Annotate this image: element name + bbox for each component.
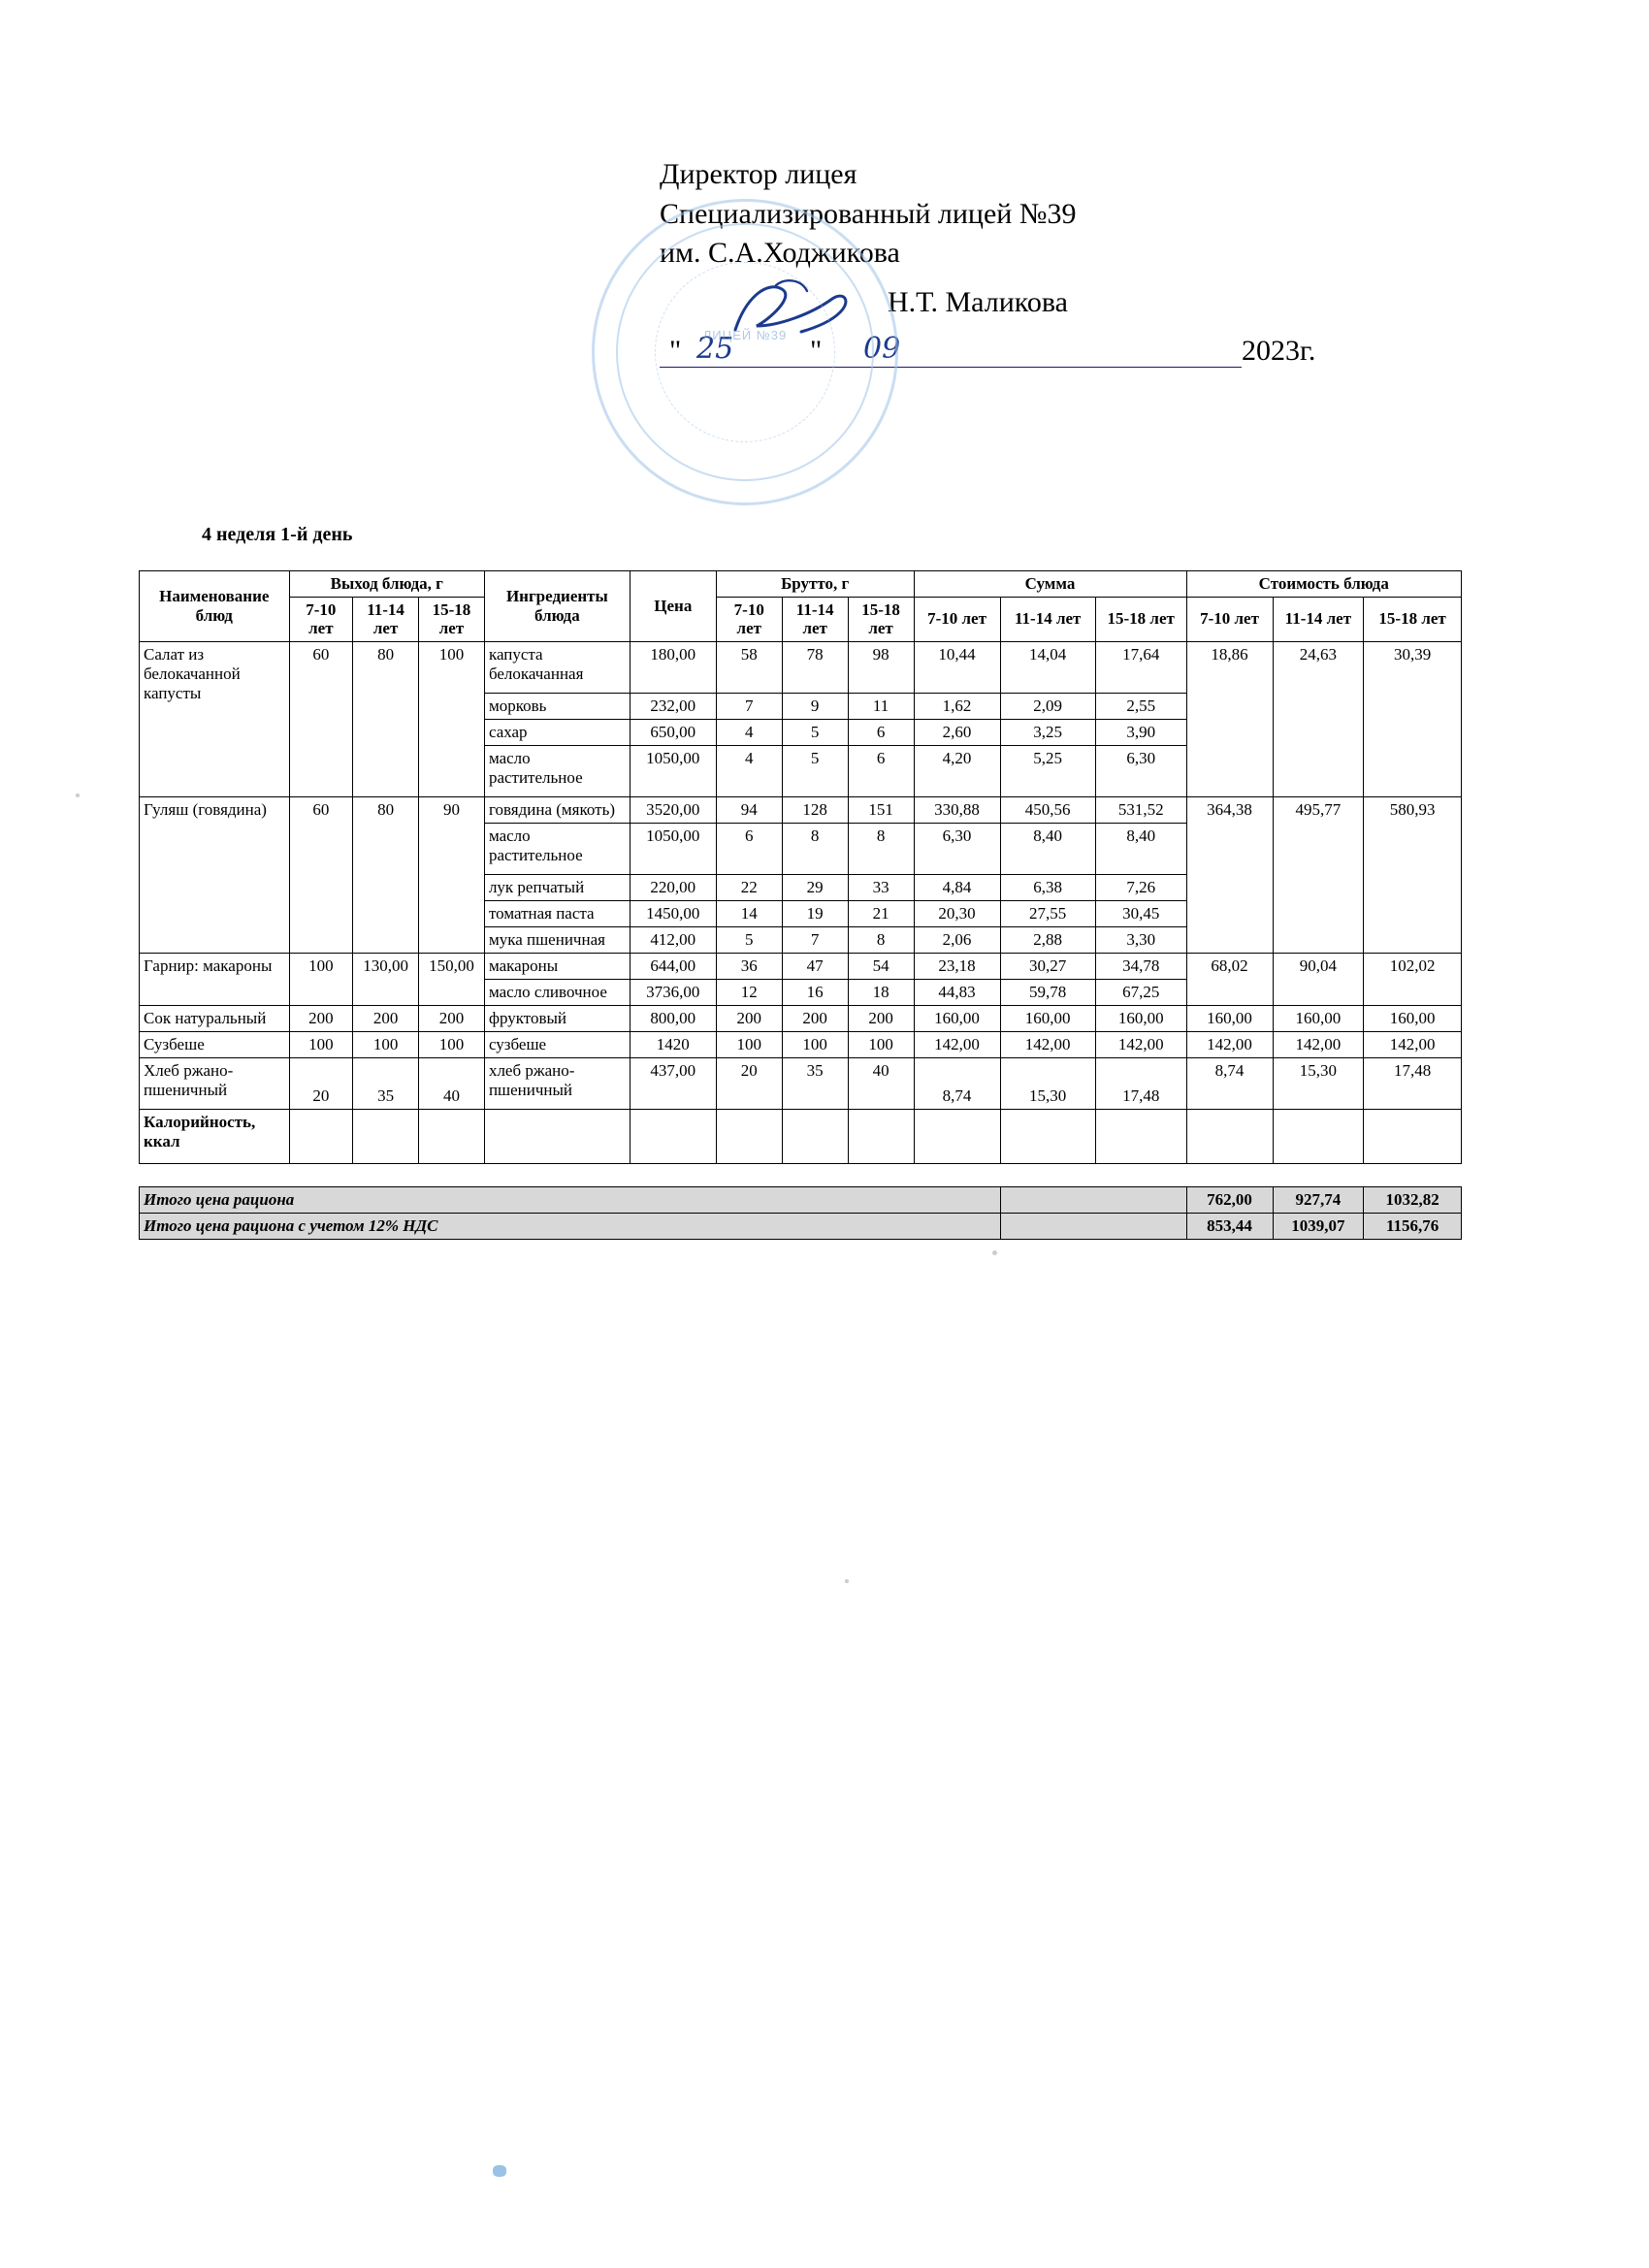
calories-brutto-7-10	[716, 1109, 782, 1163]
cost-11-14: 495,77	[1273, 796, 1364, 953]
sum-7-10: 6,30	[914, 823, 1000, 874]
calories-cost-11-14	[1273, 1109, 1364, 1163]
brutto-7-10: 7	[716, 693, 782, 719]
dish-output-7-10: 60	[289, 796, 353, 953]
dish-name: Сок натуральный	[140, 1005, 290, 1031]
brutto-15-18: 6	[848, 745, 914, 796]
header-cost-age-15-18: 15-18 лет	[1364, 597, 1462, 641]
cost-15-18: 580,93	[1364, 796, 1462, 953]
calories-cost-7-10	[1186, 1109, 1273, 1163]
calories-sum-15-18	[1095, 1109, 1186, 1163]
brutto-15-18: 21	[848, 900, 914, 926]
brutto-15-18: 33	[848, 874, 914, 900]
brutto-15-18: 8	[848, 823, 914, 874]
header-output-age-7-10: 7-10 лет	[289, 597, 353, 641]
cost-11-14: 142,00	[1273, 1031, 1364, 1057]
sum-7-10: 8,74	[914, 1057, 1000, 1109]
calories-label: Калорийность, ккал	[140, 1109, 290, 1163]
total-15-18: 1032,82	[1364, 1186, 1462, 1213]
table-row	[140, 796, 1462, 823]
ingredient-name: говядина (мякоть)	[484, 796, 630, 823]
dish-output-15-18: 100	[419, 1031, 485, 1057]
total-vat-label: Итого цена рациона с учетом 12% НДС	[140, 1213, 1001, 1239]
sum-11-14: 27,55	[1000, 900, 1095, 926]
brutto-15-18: 40	[848, 1057, 914, 1109]
sum-7-10: 142,00	[914, 1031, 1000, 1057]
cost-7-10: 142,00	[1186, 1031, 1273, 1057]
ingredient-price: 437,00	[630, 1057, 716, 1109]
date-day: 25	[696, 332, 734, 366]
header-line-2: Специализированный лицей №39	[660, 197, 1077, 230]
dish-name: Салат из белокачанной капусты	[140, 641, 290, 796]
director-name: Н.Т. Маликова	[888, 285, 1068, 318]
dish-output-7-10: 200	[289, 1005, 353, 1031]
total-blank	[1000, 1186, 1186, 1213]
sum-7-10: 10,44	[914, 641, 1000, 693]
ingredient-name: морковь	[484, 693, 630, 719]
dish-name: Сузбеше	[140, 1031, 290, 1057]
dish-output-15-18: 200	[419, 1005, 485, 1031]
brutto-7-10: 20	[716, 1057, 782, 1109]
brutto-7-10: 58	[716, 641, 782, 693]
total-label: Итого цена рациона	[140, 1186, 1001, 1213]
page-speck	[992, 1250, 997, 1255]
ingredient-name: мука пшеничная	[484, 926, 630, 953]
brutto-15-18: 151	[848, 796, 914, 823]
ingredient-price: 3736,00	[630, 979, 716, 1005]
sum-7-10: 160,00	[914, 1005, 1000, 1031]
dish-output-7-10: 100	[289, 1031, 353, 1057]
menu-table	[139, 570, 1462, 1240]
brutto-11-14: 78	[782, 641, 848, 693]
page-speck	[845, 1579, 849, 1583]
cost-7-10: 8,74	[1186, 1057, 1273, 1109]
brutto-7-10: 200	[716, 1005, 782, 1031]
sum-11-14: 142,00	[1000, 1031, 1095, 1057]
brutto-11-14: 7	[782, 926, 848, 953]
brutto-11-14: 100	[782, 1031, 848, 1057]
dish-output-15-18: 150,00	[419, 953, 485, 1005]
table-row	[140, 1109, 1462, 1163]
brutto-7-10: 94	[716, 796, 782, 823]
ingredient-price: 1450,00	[630, 900, 716, 926]
sum-11-14: 450,56	[1000, 796, 1095, 823]
brutto-7-10: 4	[716, 719, 782, 745]
dish-output-15-18: 40	[419, 1057, 485, 1109]
brutto-7-10: 22	[716, 874, 782, 900]
sum-11-14: 2,88	[1000, 926, 1095, 953]
sum-15-18: 3,30	[1095, 926, 1186, 953]
sum-15-18: 30,45	[1095, 900, 1186, 926]
sum-11-14: 160,00	[1000, 1005, 1095, 1031]
sum-7-10: 2,06	[914, 926, 1000, 953]
sum-15-18: 6,30	[1095, 745, 1186, 796]
dish-output-11-14: 100	[353, 1031, 419, 1057]
brutto-11-14: 47	[782, 953, 848, 979]
sum-7-10: 23,18	[914, 953, 1000, 979]
dish-output-11-14: 35	[353, 1057, 419, 1109]
sum-11-14: 30,27	[1000, 953, 1095, 979]
ingredient-name: фруктовый	[484, 1005, 630, 1031]
ingredient-name: масло растительное	[484, 745, 630, 796]
brutto-7-10: 4	[716, 745, 782, 796]
brutto-11-14: 29	[782, 874, 848, 900]
ingredient-name: хлеб ржано-пшеничный	[484, 1057, 630, 1109]
ingredient-name: масло растительное	[484, 823, 630, 874]
header-output: Выход блюда, г	[289, 571, 484, 598]
calories-ingredient	[484, 1109, 630, 1163]
sum-7-10: 2,60	[914, 719, 1000, 745]
brutto-15-18: 98	[848, 641, 914, 693]
dish-output-11-14: 130,00	[353, 953, 419, 1005]
brutto-11-14: 9	[782, 693, 848, 719]
cost-11-14: 90,04	[1273, 953, 1364, 1005]
brutto-15-18: 200	[848, 1005, 914, 1031]
sum-11-14: 8,40	[1000, 823, 1095, 874]
brutto-11-14: 35	[782, 1057, 848, 1109]
header-brutto-age-15-18: 15-18 лет	[848, 597, 914, 641]
table-row	[140, 1031, 1462, 1057]
total-7-10: 762,00	[1186, 1186, 1273, 1213]
sum-15-18: 142,00	[1095, 1031, 1186, 1057]
cost-7-10: 18,86	[1186, 641, 1273, 796]
date-row	[660, 326, 1339, 371]
table-row	[140, 1005, 1462, 1031]
header-sum-age-7-10: 7-10 лет	[914, 597, 1000, 641]
total-vat-blank	[1000, 1213, 1186, 1239]
sum-11-14: 3,25	[1000, 719, 1095, 745]
date-quote-close: "	[810, 335, 823, 367]
brutto-11-14: 16	[782, 979, 848, 1005]
total-vat-11-14: 1039,07	[1273, 1213, 1364, 1239]
sum-15-18: 17,48	[1095, 1057, 1186, 1109]
brutto-7-10: 14	[716, 900, 782, 926]
header-ingredients: Ингредиенты блюда	[484, 571, 630, 642]
sum-15-18: 3,90	[1095, 719, 1186, 745]
cost-7-10: 364,38	[1186, 796, 1273, 953]
sum-7-10: 330,88	[914, 796, 1000, 823]
header-output-age-15-18: 15-18 лет	[419, 597, 485, 641]
dish-output-11-14: 80	[353, 641, 419, 796]
sum-11-14: 14,04	[1000, 641, 1095, 693]
total-row	[140, 1186, 1462, 1213]
brutto-11-14: 19	[782, 900, 848, 926]
cost-15-18: 142,00	[1364, 1031, 1462, 1057]
total-vat-15-18: 1156,76	[1364, 1213, 1462, 1239]
stamp-text: ЛИЦЕЙ №39	[702, 328, 788, 342]
cost-11-14: 24,63	[1273, 641, 1364, 796]
sum-15-18: 7,26	[1095, 874, 1186, 900]
sum-11-14: 5,25	[1000, 745, 1095, 796]
page-ink-dot	[493, 2165, 506, 2177]
date-month: 09	[863, 332, 901, 366]
dish-name: Гарнир: макароны	[140, 953, 290, 1005]
ingredient-price: 220,00	[630, 874, 716, 900]
brutto-11-14: 200	[782, 1005, 848, 1031]
ingredient-name: лук репчатый	[484, 874, 630, 900]
calories-cost-15-18	[1364, 1109, 1462, 1163]
brutto-15-18: 6	[848, 719, 914, 745]
ingredient-name: сузбеше	[484, 1031, 630, 1057]
dish-name: Гуляш (говядина)	[140, 796, 290, 953]
total-vat-row	[140, 1213, 1462, 1239]
calories-output-7-10	[289, 1109, 353, 1163]
cost-15-18: 30,39	[1364, 641, 1462, 796]
sum-7-10: 20,30	[914, 900, 1000, 926]
header-sum-age-11-14: 11-14 лет	[1000, 597, 1095, 641]
brutto-15-18: 100	[848, 1031, 914, 1057]
brutto-15-18: 11	[848, 693, 914, 719]
dish-output-15-18: 90	[419, 796, 485, 953]
brutto-11-14: 8	[782, 823, 848, 874]
dish-output-7-10: 20	[289, 1057, 353, 1109]
header-cost: Стоимость блюда	[1186, 571, 1461, 598]
brutto-7-10: 12	[716, 979, 782, 1005]
ingredient-price: 3520,00	[630, 796, 716, 823]
total-vat-7-10: 853,44	[1186, 1213, 1273, 1239]
cost-11-14: 160,00	[1273, 1005, 1364, 1031]
ingredient-price: 412,00	[630, 926, 716, 953]
sum-11-14: 15,30	[1000, 1057, 1095, 1109]
sum-15-18: 67,25	[1095, 979, 1186, 1005]
cost-7-10: 160,00	[1186, 1005, 1273, 1031]
ingredient-price: 650,00	[630, 719, 716, 745]
ingredient-price: 180,00	[630, 641, 716, 693]
brutto-7-10: 6	[716, 823, 782, 874]
header-price: Цена	[630, 571, 716, 642]
brutto-15-18: 54	[848, 953, 914, 979]
header-brutto-age-11-14: 11-14 лет	[782, 597, 848, 641]
dish-name: Хлеб ржано-пшеничный	[140, 1057, 290, 1109]
sum-11-14: 59,78	[1000, 979, 1095, 1005]
header-cost-age-11-14: 11-14 лет	[1273, 597, 1364, 641]
sum-11-14: 6,38	[1000, 874, 1095, 900]
dish-output-11-14: 200	[353, 1005, 419, 1031]
date-year: 2023г.	[1242, 335, 1316, 367]
date-underline	[660, 367, 1242, 368]
sum-7-10: 44,83	[914, 979, 1000, 1005]
table-row	[140, 953, 1462, 979]
table-spacer-row	[140, 1163, 1462, 1186]
header-cost-age-7-10: 7-10 лет	[1186, 597, 1273, 641]
header-output-age-11-14: 11-14 лет	[353, 597, 419, 641]
sum-15-18: 2,55	[1095, 693, 1186, 719]
header-dish-name: Наименование блюд	[140, 571, 290, 642]
header-line-1: Директор лицея	[660, 158, 857, 190]
week-label: 4 неделя 1-й день	[202, 524, 353, 545]
total-11-14: 927,74	[1273, 1186, 1364, 1213]
dish-output-7-10: 100	[289, 953, 353, 1005]
date-quote-open: "	[669, 335, 682, 367]
sum-15-18: 160,00	[1095, 1005, 1186, 1031]
sum-7-10: 4,84	[914, 874, 1000, 900]
cost-15-18: 102,02	[1364, 953, 1462, 1005]
ingredient-name: сахар	[484, 719, 630, 745]
brutto-11-14: 128	[782, 796, 848, 823]
ingredient-name: макароны	[484, 953, 630, 979]
cost-11-14: 15,30	[1273, 1057, 1364, 1109]
sum-15-18: 8,40	[1095, 823, 1186, 874]
ingredient-price: 800,00	[630, 1005, 716, 1031]
brutto-11-14: 5	[782, 745, 848, 796]
sum-15-18: 531,52	[1095, 796, 1186, 823]
header-block	[660, 155, 1339, 371]
brutto-15-18: 18	[848, 979, 914, 1005]
ingredient-name: масло сливочное	[484, 979, 630, 1005]
page-speck	[76, 794, 80, 797]
ingredient-price: 644,00	[630, 953, 716, 979]
ingredient-price: 232,00	[630, 693, 716, 719]
cost-15-18: 160,00	[1364, 1005, 1462, 1031]
brutto-15-18: 8	[848, 926, 914, 953]
header-brutto-age-7-10: 7-10 лет	[716, 597, 782, 641]
calories-brutto-11-14	[782, 1109, 848, 1163]
table-row	[140, 641, 1462, 693]
brutto-7-10: 100	[716, 1031, 782, 1057]
dish-output-11-14: 80	[353, 796, 419, 953]
ingredient-price: 1050,00	[630, 745, 716, 796]
calories-output-11-14	[353, 1109, 419, 1163]
header-sum: Сумма	[914, 571, 1186, 598]
table-row	[140, 1057, 1462, 1109]
sum-7-10: 1,62	[914, 693, 1000, 719]
table-header-row-1	[140, 571, 1462, 598]
calories-brutto-15-18	[848, 1109, 914, 1163]
sum-11-14: 2,09	[1000, 693, 1095, 719]
cost-15-18: 17,48	[1364, 1057, 1462, 1109]
header-sum-age-15-18: 15-18 лет	[1095, 597, 1186, 641]
ingredient-name: томатная паста	[484, 900, 630, 926]
calories-price	[630, 1109, 716, 1163]
ingredient-name: капуста белокачанная	[484, 641, 630, 693]
menu-table-wrapper	[139, 570, 1462, 1240]
brutto-11-14: 5	[782, 719, 848, 745]
ingredient-price: 1420	[630, 1031, 716, 1057]
table-header-row-2	[140, 597, 1462, 641]
header-line-3: им. С.А.Ходжикова	[660, 237, 900, 269]
dish-output-15-18: 100	[419, 641, 485, 796]
sum-7-10: 4,20	[914, 745, 1000, 796]
header-brutto: Брутто, г	[716, 571, 914, 598]
brutto-7-10: 5	[716, 926, 782, 953]
calories-sum-7-10	[914, 1109, 1000, 1163]
sum-15-18: 34,78	[1095, 953, 1186, 979]
dish-output-7-10: 60	[289, 641, 353, 796]
calories-sum-11-14	[1000, 1109, 1095, 1163]
cost-7-10: 68,02	[1186, 953, 1273, 1005]
sum-15-18: 17,64	[1095, 641, 1186, 693]
calories-output-15-18	[419, 1109, 485, 1163]
brutto-7-10: 36	[716, 953, 782, 979]
ingredient-price: 1050,00	[630, 823, 716, 874]
